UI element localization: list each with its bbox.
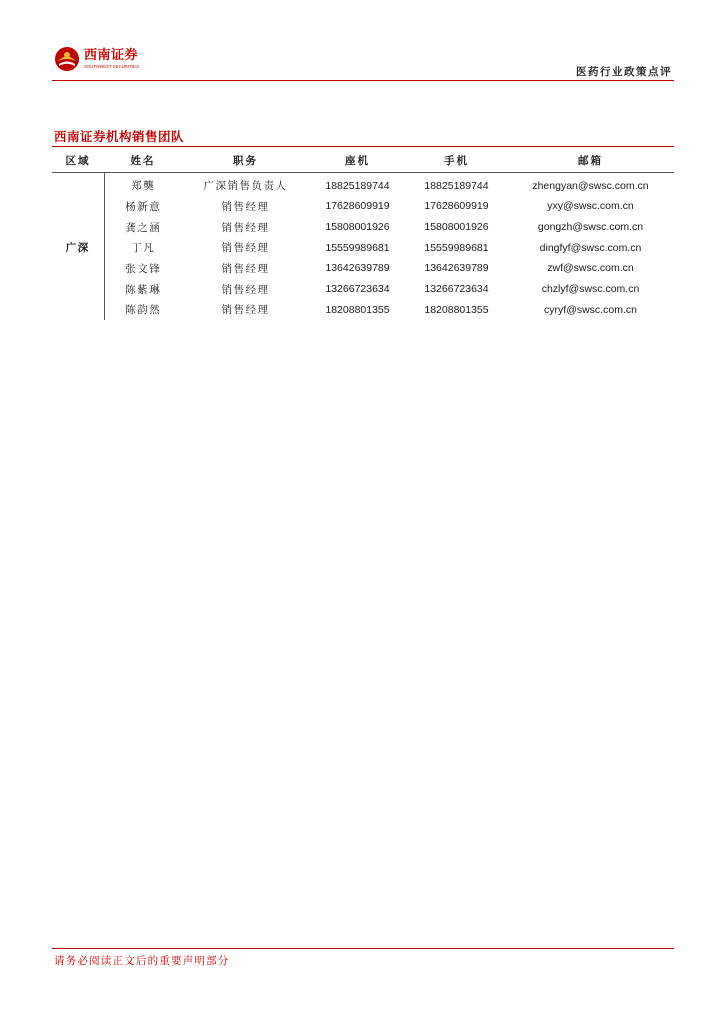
mobile-cell: 15559989681: [424, 241, 489, 254]
email-cell[interactable]: chzlyf@swsc.com.cn: [541, 283, 640, 296]
name-cell: 郑龑: [131, 180, 156, 193]
title-cell: 销售经理: [221, 283, 270, 296]
title-cell: 销售经理: [221, 242, 270, 255]
mobile-cell: 18825189744: [424, 179, 489, 192]
footer-divider: [52, 948, 674, 949]
office-phone-cell: 13642639789: [325, 262, 390, 275]
table-row: [52, 172, 674, 196]
email-cell[interactable]: dingfyf@swsc.com.cn: [539, 241, 642, 254]
email-cell[interactable]: gongzh@swsc.com.cn: [537, 221, 644, 234]
table-row: [52, 258, 674, 279]
column-header-region: 区域: [52, 148, 104, 172]
office-phone-cell: 13266723634: [325, 283, 390, 296]
name-cell: 张文锋: [125, 262, 162, 275]
sales-team-table: [52, 148, 674, 320]
email-cell[interactable]: yxy@swsc.com.cn: [547, 200, 634, 213]
office-phone-cell: 15808001926: [325, 221, 390, 234]
name-cell: 龚之涵: [125, 221, 162, 234]
section-title: 西南证券机构销售团队: [54, 129, 185, 144]
email-cell[interactable]: zhengyan@swsc.com.cn: [532, 179, 649, 192]
swsc-logo-icon: [54, 46, 80, 72]
mobile-cell: 13642639789: [424, 262, 489, 275]
office-phone-cell: 18208801355: [325, 303, 390, 316]
table-row: [52, 279, 674, 300]
section-divider: [52, 146, 674, 147]
header-divider: [52, 80, 674, 81]
report-type-label: 医药行业政策点评: [576, 66, 672, 78]
email-cell[interactable]: cyryf@swsc.com.cn: [544, 303, 637, 316]
region-cell: 广深: [52, 172, 104, 320]
title-cell: 销售经理: [221, 221, 270, 234]
logo-name-en: SOUTHWEST SECURITIES: [84, 63, 139, 69]
title-cell: 销售经理: [221, 304, 270, 317]
column-header-name: 姓名: [104, 148, 182, 172]
office-phone-cell: 18825189744: [325, 179, 390, 192]
column-header-email: 邮箱: [507, 148, 674, 172]
mobile-cell: 17628609919: [424, 200, 489, 213]
office-phone-cell: 17628609919: [325, 200, 390, 213]
table-row: [52, 299, 674, 320]
title-cell: 销售经理: [221, 262, 270, 275]
mobile-cell: 13266723634: [424, 283, 489, 296]
name-cell: 丁凡: [131, 242, 156, 255]
mobile-cell: 15808001926: [424, 221, 489, 234]
title-cell: 销售经理: [221, 200, 270, 213]
logo-name-cn: 西南证券: [84, 47, 139, 63]
office-phone-cell: 15559989681: [325, 241, 390, 254]
column-header-mobile: 手机: [406, 148, 507, 172]
table-row: [52, 237, 674, 258]
name-cell: 陈紫琳: [125, 283, 162, 296]
column-header-title: 职务: [182, 148, 309, 172]
mobile-cell: 18208801355: [424, 303, 489, 316]
email-cell[interactable]: zwf@swsc.com.cn: [547, 262, 634, 275]
title-cell: 广深销售负责人: [203, 180, 288, 193]
table-row: [52, 196, 674, 217]
table-header-row: [52, 148, 674, 172]
name-cell: 杨新意: [125, 200, 162, 213]
table-row: [52, 217, 674, 238]
footer-disclaimer: 请务必阅读正文后的重要声明部分: [54, 955, 230, 967]
name-cell: 陈韵然: [125, 304, 162, 317]
company-logo: [54, 44, 154, 74]
column-header-office-phone: 座机: [309, 148, 406, 172]
